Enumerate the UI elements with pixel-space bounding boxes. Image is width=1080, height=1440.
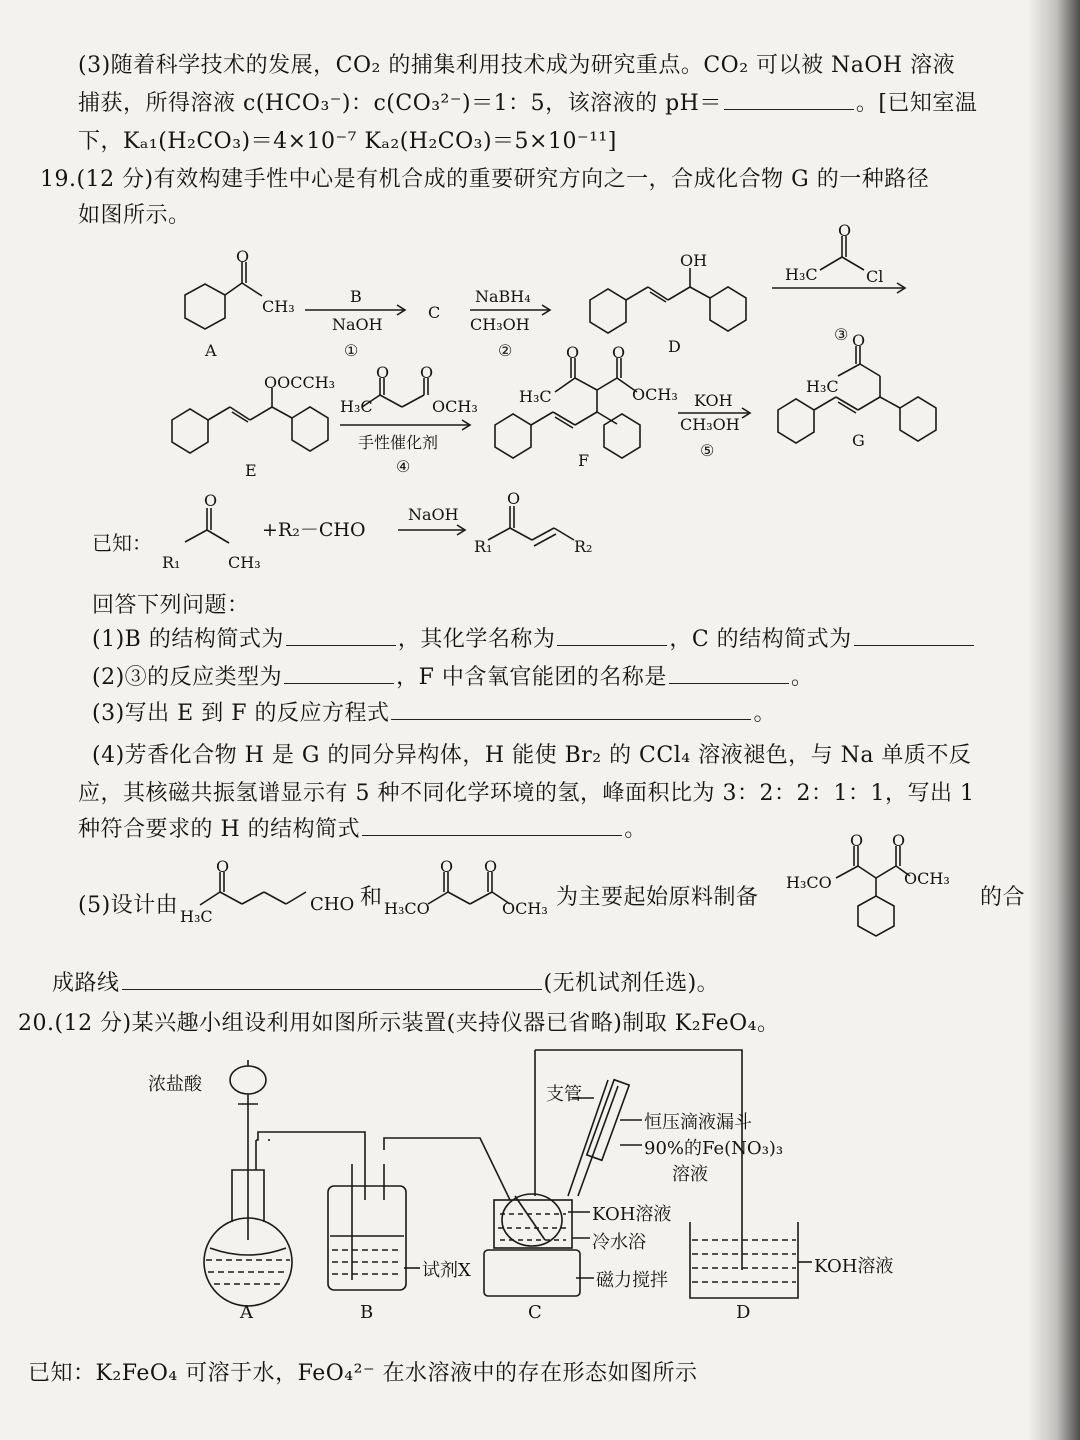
reaction-type-blank[interactable] [284,682,394,684]
benzene-ring-d1 [590,289,626,333]
scheme-label: O [838,221,852,240]
q19-part5-c: 为主要起始原料制备 [556,885,759,910]
scheme-label: O [484,857,498,876]
label-b: B [360,1302,374,1323]
benzene-ring-g1 [778,399,814,443]
scheme-label: CH₃ [262,297,295,316]
scheme-label: H₃C [180,907,213,926]
scheme-label: NaBH₄ [475,287,531,306]
apparatus [204,1050,812,1306]
scheme-label: O [850,831,864,850]
scheme-label: H₃C [340,397,373,416]
beaker-d [690,1222,798,1298]
label-stirring: 磁力搅拌 [596,1270,668,1291]
scheme-label: H₃C [519,387,552,406]
scheme-label: O [852,331,866,350]
benzene-ring-f1 [495,414,531,458]
scheme-label: ① [344,341,359,360]
known-label: 已知： [92,531,152,555]
scheme-label: B [350,287,362,306]
label-koh-c: KOH溶液 [592,1204,672,1225]
q18-part3-line3: 下，Kₐ₁(H₂CO₃)＝4×10⁻⁷ Kₐ₂(H₂CO₃)＝5×10⁻¹¹] [78,129,617,154]
stirrer-c [484,1250,580,1296]
compound-e-label: E [245,461,257,480]
label-reagent-x: 试剂X [422,1260,471,1281]
compound-c-label: C [428,303,441,322]
scheme-label: R₂ [574,537,593,556]
benzene-ring-a [185,284,225,329]
q19-part5-b: 和 [360,885,383,910]
scheme-label: OOCCH₃ [264,373,336,392]
cyclohexene-ring [858,896,894,936]
label-koh-d: KOH溶液 [814,1256,894,1277]
q19-part5-a: (5)设计由 [78,893,179,918]
benzene-ring-g2 [900,397,936,441]
scheme-label: O [376,363,390,382]
q19-part5-route: 成路线 (无机试剂任选)。 [52,971,720,996]
scheme-label: O [892,831,906,850]
scheme-label: O [216,857,230,876]
q19-heading-2: 如图所示。 [78,203,191,228]
q20-known: 已知：K₂FeO₄ 可溶于水，FeO₄²⁻ 在水溶液中的存在形态如图所示 [28,1361,698,1386]
scheme-label: OCH₃ [432,397,478,416]
q19-heading: 19.(12 分)有效构建手性中心是有机合成的重要研究方向之一，合成化合物 G 的一种路径 [40,167,930,192]
scheme-label: OCH₃ [632,385,678,404]
label-d: D [736,1302,751,1323]
scheme-label: ④ [396,457,411,476]
scheme-label: O [236,247,250,266]
scheme-label: NaOH [408,505,459,524]
scheme-label: CH₃ [228,553,261,572]
q20-heading: 20.(12 分)某兴趣小组设利用如图所示装置(夹持仪器已省略)制取 K₂FeO₄。 [18,1011,780,1036]
c-structure-blank[interactable] [854,644,974,646]
scheme-label: O [440,857,454,876]
q19-part5-d: 的合 [980,885,1026,910]
scheme-label: H₃C [785,265,818,284]
label-a: A [240,1302,253,1323]
q19-part4-line1: (4)芳香化合物 H 是 G 的同分异构体，H 能使 Br₂ 的 CCl₄ 溶液褪色，与 Na 单质不反 [92,743,972,768]
scheme-label: OCH₃ [904,869,950,888]
scheme-label: CH₃OH [470,315,530,334]
equation-blank[interactable] [391,718,751,720]
q18-part3-line2: 捕获，所得溶液 c(HCO₃⁻)：c(CO₃²⁻)＝1：5，该溶液的 pH＝ 。[已知室温 [78,91,978,116]
q19-part3: (3)写出 E 到 F 的反应方程式 。 [92,701,776,726]
q19-part2: (2)③的反应类型为 ，F 中含氧官能团的名称是 。 [92,665,814,690]
label-funnel: 恒压滴液漏斗 [644,1112,752,1133]
scheme-label: ⑤ [700,441,715,460]
label-fe-nitrate: 90%的Fe(NO₃)₃ [644,1138,784,1159]
h-structure-blank[interactable] [362,834,622,836]
compound-a-label: A [205,341,217,360]
dropping-funnel [230,1066,266,1094]
label-cold-bath: 冷水浴 [592,1232,646,1253]
scheme-label: H₃C [806,377,839,396]
compound-g-label: G [852,431,865,450]
benzene-ring-e1 [172,409,208,453]
compound-d-label: D [668,337,681,356]
scheme-label: R₁ [474,537,493,556]
benzene-ring-f2 [604,414,640,458]
scheme-label: OCH₃ [502,899,548,918]
scheme-label: ② [498,341,513,360]
route-blank[interactable] [122,988,542,990]
scheme-label: H₃CO [786,873,832,892]
b-name-blank[interactable] [557,644,667,646]
q18-part3-line1: (3)随着科学技术的发展，CO₂ 的捕集利用技术成为研究重点。CO₂ 可以被 NaOH 溶液 [78,53,956,78]
scheme-label: CH₃OH [680,415,740,434]
functional-group-blank[interactable] [669,682,789,684]
scheme-label: NaOH [332,315,383,334]
scheme-label: CHO [310,894,355,915]
benzene-ring-e2 [292,407,328,451]
scheme-label: 手性催化剂 [358,433,439,452]
scheme-label: O [612,343,626,362]
scheme-label: H₃CO [384,899,430,918]
compound-f-label: F [578,451,590,470]
scheme-label: ③ [834,325,849,344]
q19-part4-line2: 应，其核磁共振氢谱显示有 5 种不同化学环境的氢，峰面积比为 3：2：2：1：1，写出 1 [78,781,975,806]
scheme-label: O [566,343,580,362]
scheme-label: O [507,489,521,508]
benzene-ring-d2 [710,287,746,331]
scheme-label: OH [680,251,708,270]
label-c: C [528,1302,542,1323]
scheme-label: KOH [694,391,733,410]
scheme-label: R₁ [162,553,181,572]
label-branch-tube: 支管 [546,1084,582,1105]
scheme-label: +R₂－CHO [262,519,366,541]
answer-heading: 回答下列问题： [92,593,250,618]
scheme-label: O [204,491,218,510]
label-hcl: 浓盐酸 [148,1074,202,1095]
q19-part4-line3: 种符合要求的 H 的结构简式 。 [78,817,647,842]
scheme-label: Cl [866,267,884,286]
label-solution: 溶液 [672,1164,708,1185]
scheme-label: O [420,363,434,382]
b-structure-blank[interactable] [286,644,396,646]
q19-part1: (1)B 的结构简式为 ，其化学名称为 ，C 的结构简式为 [92,622,976,653]
